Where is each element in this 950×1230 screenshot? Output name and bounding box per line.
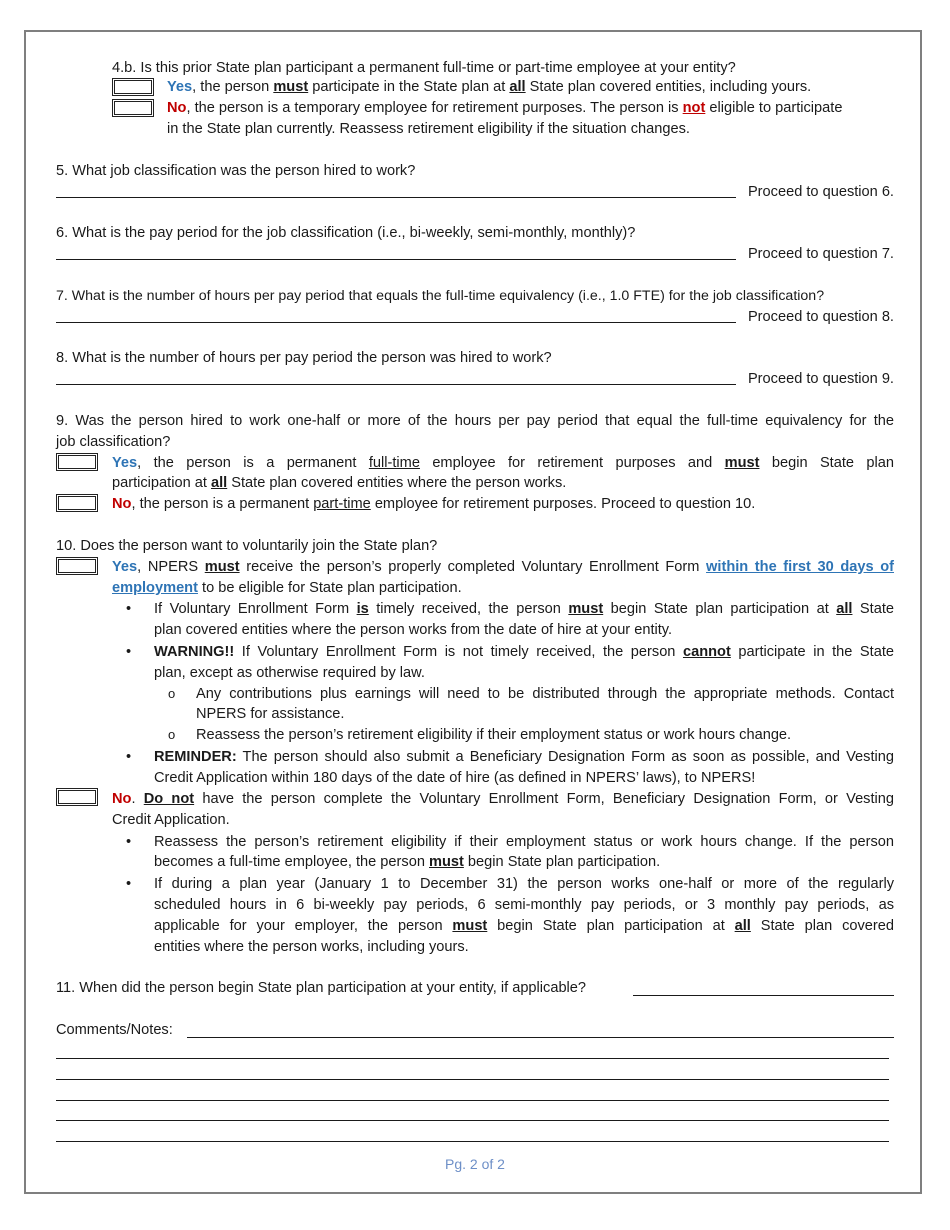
page-number: Pg. 2 of 2 bbox=[445, 1156, 505, 1172]
q4b-question: 4.b. Is this prior State plan participant a permanent full-time or part-time employee at your entity? bbox=[112, 60, 736, 76]
q10-no-bullet-2-marker: • bbox=[126, 876, 132, 892]
comments-line-1[interactable] bbox=[187, 1037, 894, 1038]
q10-no-text-line2: Credit Application. bbox=[112, 812, 230, 828]
q7-answer-line[interactable] bbox=[56, 322, 736, 323]
q9-no-text: No, the person is a permanent part-time employee for retirement purposes. Proceed to question 10. bbox=[112, 496, 756, 512]
q9-yes-text-line2: participation at all State plan covered entities where the person works. bbox=[112, 475, 567, 491]
comments-line-3[interactable] bbox=[56, 1079, 889, 1080]
q9-yes-text: Yes, the person is a permanent full-time employee for retirement purposes and must begin State plan bbox=[112, 455, 894, 471]
q10-warning-text: WARNING!! If Voluntary Enrollment Form is not timely received, the person cannot participate in the State bbox=[154, 644, 895, 660]
q10-no-bullet-2-text: If during a plan year (January 1 to December 31) the person works one-half or more of the regularly bbox=[154, 876, 894, 892]
q11-answer-line[interactable] bbox=[633, 995, 894, 996]
q4b-no-text-line2: in the State plan currently. Reassess retirement eligibility if the situation changes. bbox=[167, 121, 690, 137]
q10-sub-1-marker: o bbox=[168, 686, 176, 701]
q4b-yes-text: Yes, the person must participate in the State plan at all State plan covered entities, including yours. bbox=[167, 79, 812, 95]
q9-question: 9. Was the person hired to work one-half or more of the hours per pay period that equal the full-time equivalency for the bbox=[56, 413, 894, 429]
q6-answer-line[interactable] bbox=[56, 259, 736, 260]
q9-question-line2: job classification? bbox=[56, 434, 171, 450]
q10-reminder-line2: Credit Application within 180 days of the date of hire (as defined in NPERS’ laws), to NPERS! bbox=[154, 770, 756, 786]
q10-question: 10. Does the person want to voluntarily join the State plan? bbox=[56, 538, 438, 554]
q5-answer-line[interactable] bbox=[56, 197, 736, 198]
q10-no-bullet-2-line2: scheduled hours in 6 bi-weekly pay periods, 6 semi-monthly pay periods, or 3 monthly pay periods, as bbox=[154, 897, 894, 913]
comments-line-6[interactable] bbox=[56, 1141, 889, 1142]
q10-reminder-text: REMINDER: The person should also submit a Beneficiary Designation Form as soon as possible, and Vesting bbox=[154, 749, 894, 765]
q10-sub-2-text: Reassess the person’s retirement eligibility if their employment status or work hours change. bbox=[196, 727, 792, 743]
q10-sub-2-marker: o bbox=[168, 727, 176, 742]
q8-proceed: Proceed to question 9. bbox=[747, 371, 894, 387]
q10-yes-checkbox[interactable] bbox=[56, 557, 98, 575]
q10-bullet-1-marker: • bbox=[126, 601, 132, 617]
q10-deadline-link[interactable]: employment bbox=[112, 580, 198, 596]
q10-no-checkbox[interactable] bbox=[56, 788, 98, 806]
q10-sub-1-line2: NPERS for assistance. bbox=[196, 706, 345, 722]
comments-label: Comments/Notes: bbox=[56, 1022, 173, 1038]
q10-no-bullet-1-line2: becomes a full-time employee, the person must begin State plan participation. bbox=[154, 854, 661, 870]
q11-question: 11. When did the person begin State plan participation at your entity, if applicable? bbox=[56, 980, 587, 996]
q10-no-bullet-1-marker: • bbox=[126, 834, 132, 850]
q8-answer-line[interactable] bbox=[56, 384, 736, 385]
q9-no-checkbox[interactable] bbox=[56, 494, 98, 512]
q10-no-bullet-2-line4: entities where the person works, including yours. bbox=[154, 939, 469, 955]
q10-yes-text: Yes, NPERS must receive the person’s properly completed Voluntary Enrollment Form within the first 30 days of bbox=[112, 559, 894, 575]
q10-bullet-3-marker: • bbox=[126, 749, 132, 765]
q4b-no-text: No, the person is a temporary employee for retirement purposes. The person is not eligible to participate bbox=[167, 100, 843, 116]
q10-bullet-2-marker: • bbox=[126, 644, 132, 660]
q10-warning-line2: plan, except as otherwise required by law. bbox=[154, 665, 425, 681]
comments-line-5[interactable] bbox=[56, 1120, 889, 1121]
q10-sub-1-text: Any contributions plus earnings will need to be distributed through the appropriate methods. Contact bbox=[196, 686, 894, 702]
q10-bullet-1-text: If Voluntary Enrollment Form is timely received, the person must begin State plan participation at all State bbox=[154, 601, 894, 617]
q9-yes-checkbox[interactable] bbox=[56, 453, 98, 471]
q6-question: 6. What is the pay period for the job classification (i.e., bi-weekly, semi-monthly, monthly)? bbox=[56, 225, 636, 241]
q10-no-bullet-2-line3: applicable for your employer, the person must begin State plan participation at all State plan covered bbox=[154, 918, 894, 934]
q5-proceed: Proceed to question 6. bbox=[747, 184, 894, 200]
q5-question: 5. What job classification was the person hired to work? bbox=[56, 163, 416, 179]
q10-no-bullet-1-text: Reassess the person’s retirement eligibility if their employment status or work hours change. If the person bbox=[154, 834, 894, 850]
comments-line-4[interactable] bbox=[56, 1100, 889, 1101]
q4b-yes-checkbox[interactable] bbox=[112, 78, 154, 96]
q8-question: 8. What is the number of hours per pay period the person was hired to work? bbox=[56, 350, 552, 366]
q7-question: 7. What is the number of hours per pay period that equals the full-time equivalency (i.e., 1.0 FTE) for the job classification? bbox=[56, 288, 825, 304]
q4b-no-checkbox[interactable] bbox=[112, 99, 154, 117]
q10-no-text: No. Do not have the person complete the Voluntary Enrollment Form, Beneficiary Designation Form, or Vesting bbox=[112, 791, 895, 807]
q7-proceed: Proceed to question 8. bbox=[747, 309, 894, 325]
q6-proceed: Proceed to question 7. bbox=[747, 246, 894, 262]
q10-bullet-1-line2: plan covered entities where the person works from the date of hire at your entity. bbox=[154, 622, 673, 638]
comments-line-2[interactable] bbox=[56, 1058, 889, 1059]
q10-yes-text-line2: employment to be eligible for State plan participation. bbox=[112, 580, 462, 596]
